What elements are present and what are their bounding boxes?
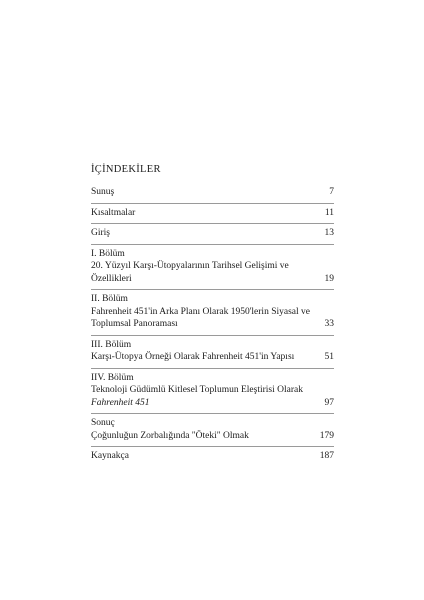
toc-entry-sunus xyxy=(91,186,334,203)
toc-entry-page: 33 xyxy=(324,319,334,329)
toc-entry-chapter-label: IIV. Bölüm xyxy=(91,372,134,383)
toc-entry-title: Kısaltmalar xyxy=(91,207,136,218)
toc-entry-title: Giriş xyxy=(91,228,110,238)
toc-entry-title: Çoğunluğun Zorbalığında "Öteki" Olmak xyxy=(91,430,249,441)
toc-entry-page: 7 xyxy=(329,187,334,197)
toc-entry-page: 187 xyxy=(319,451,334,461)
toc-entry-title: Kaynakça xyxy=(91,451,129,461)
toc-entry-page: 11 xyxy=(324,207,334,218)
toc-entry-title: Teknoloji Güdümlü Kitlesel Toplumun Eleştirisi Olarak xyxy=(91,385,303,395)
toc-entry-sonuc xyxy=(91,413,334,446)
toc-entry-giris xyxy=(91,223,334,244)
toc-entry-bolum-4 xyxy=(91,368,334,414)
toc-entry-bolum-2 xyxy=(91,289,334,335)
toc-entry-bolum-1 xyxy=(91,244,334,290)
toc-list xyxy=(91,186,334,467)
toc-entry-page: 13 xyxy=(324,228,334,238)
toc-entry-title-continued: Özellikleri xyxy=(91,273,132,284)
toc-entry-page: 19 xyxy=(324,273,334,284)
table-of-contents xyxy=(91,163,334,467)
toc-entry-title: Karşı-Ütopya Örneği Olarak Fahrenheit 451'in Yapısı xyxy=(91,352,295,362)
toc-entry-chapter-label: II. Bölüm xyxy=(91,294,128,304)
toc-entry-chapter-label: III. Bölüm xyxy=(91,339,132,350)
toc-entry-bolum-3 xyxy=(91,335,334,368)
toc-entry-page: 51 xyxy=(324,352,334,362)
toc-entry-title: 20. Yüzyıl Karşı-Ütopyalarının Tarihsel Gelişimi ve xyxy=(91,261,289,271)
toc-entry-title: Fahrenheit 451'in Arka Planı Olarak 1950'lerin Siyasal ve xyxy=(91,306,310,317)
toc-entry-chapter-label: I. Bölüm xyxy=(91,248,125,259)
toc-entry-kaynakca xyxy=(91,446,334,467)
toc-entry-kisaltmalar xyxy=(91,203,334,224)
toc-heading: İÇİNDEKİLER xyxy=(91,164,161,175)
toc-entry-title-continued: Toplumsal Panoraması xyxy=(91,319,178,329)
toc-entry-title: Sunuş xyxy=(91,187,115,197)
toc-entry-chapter-label: Sonuç xyxy=(91,418,115,428)
toc-entry-page: 97 xyxy=(324,397,334,408)
toc-entry-page: 179 xyxy=(319,430,334,441)
toc-entry-title-continued: Fahrenheit 451 xyxy=(91,397,150,408)
